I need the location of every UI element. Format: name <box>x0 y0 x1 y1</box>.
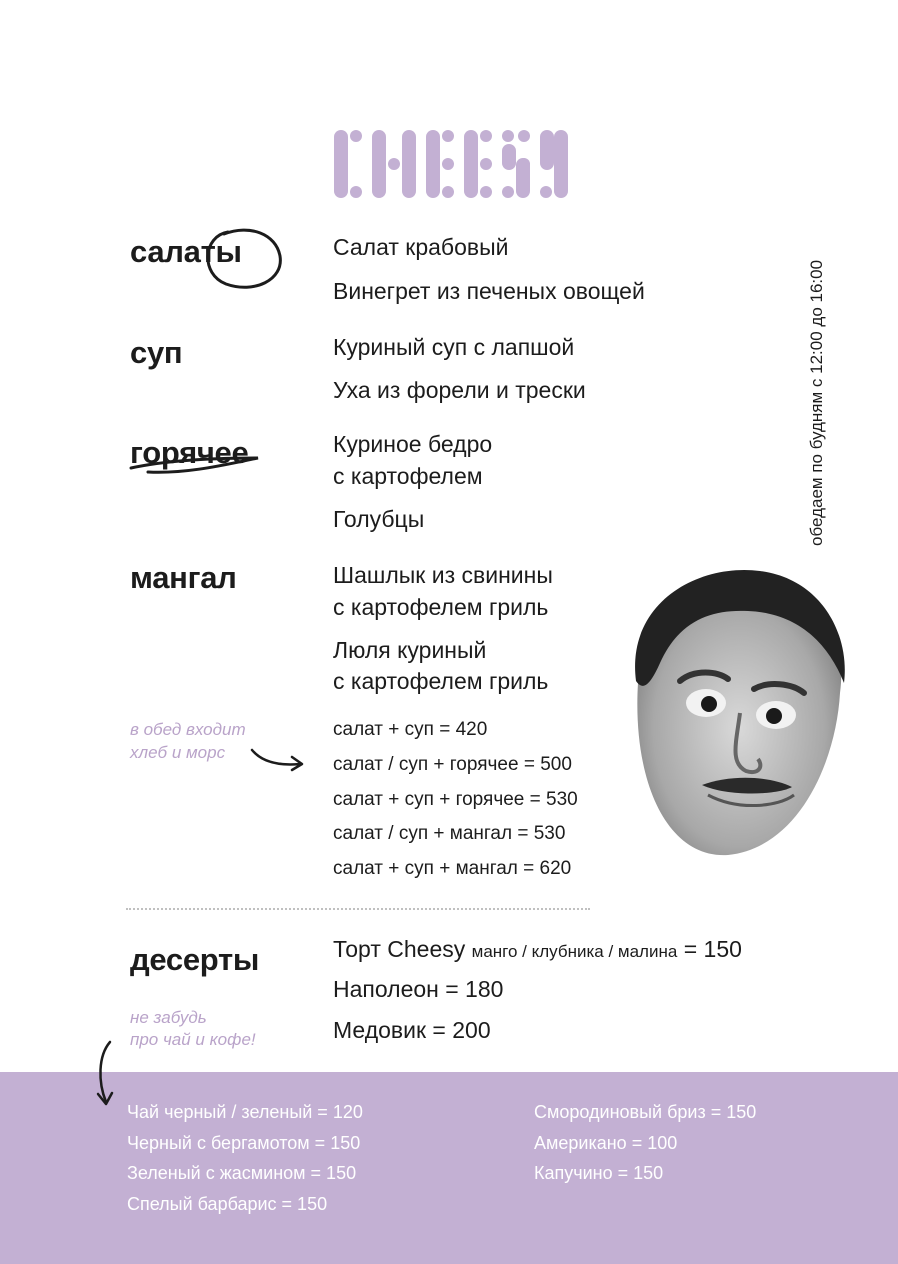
face-photo <box>608 563 850 859</box>
category-hot-title: горячее <box>130 435 249 470</box>
tea-coffee-note-line-2: про чай и кофе! <box>130 1030 256 1049</box>
lunch-includes-note-line-1: в обед входит <box>130 720 246 739</box>
hot-item-2: Голубцы <box>333 506 425 532</box>
soup-item-2: Уха из форели и трески <box>333 377 586 403</box>
drink-item: Чай черный / зеленый = 120 <box>127 1102 363 1122</box>
logo <box>332 128 568 200</box>
grill-item-2-line-2: с картофелем гриль <box>333 668 549 694</box>
grill-item-2-line-1: Люля куриный <box>333 637 487 663</box>
combo-price-3: салат + суп + горячее = 530 <box>333 789 578 810</box>
hot-item-1-line-2: с картофелем <box>333 463 483 489</box>
category-salads-label: салаты <box>130 234 242 269</box>
cake-name: Торт Cheesy <box>333 936 466 962</box>
arrow-down-icon <box>92 1038 122 1108</box>
drinks-column-2 <box>534 1097 756 1189</box>
cake-price: = 150 <box>683 936 742 962</box>
soup-item-1: Куриный суп с лапшой <box>333 334 575 360</box>
salad-item-1: Салат крабовый <box>333 234 509 260</box>
drink-item: Смородиновый бриз = 150 <box>534 1102 757 1122</box>
category-desserts-title: десерты <box>130 942 260 977</box>
combo-price-5: салат + суп + мангал = 620 <box>333 858 572 879</box>
drink-item: Капучино = 150 <box>534 1163 664 1183</box>
combo-price-4: салат / суп + мангал = 530 <box>333 823 566 844</box>
category-soup-title: суп <box>130 335 183 370</box>
lunch-includes-note-line-2: хлеб и морс <box>130 743 226 762</box>
arrow-right-icon <box>248 744 308 774</box>
drink-item: Зеленый с жасмином = 150 <box>127 1163 357 1183</box>
combo-price-1: салат + суп = 420 <box>333 719 488 740</box>
drink-item: Спелый барбарис = 150 <box>127 1193 328 1214</box>
drink-item: Американо = 100 <box>534 1132 678 1153</box>
tea-coffee-note-line-1: не забудь <box>130 1008 207 1027</box>
circle-scribble-icon <box>198 222 288 294</box>
drinks-column-1 <box>127 1097 363 1219</box>
dessert-item-cake <box>333 933 742 968</box>
grill-item-1-line-2: с картофелем гриль <box>333 594 549 620</box>
hot-item-1-line-1: Куриное бедро <box>333 431 493 457</box>
section-divider <box>126 908 590 910</box>
salad-item-2: Винегрет из печеных овощей <box>333 278 645 304</box>
cake-flavors: манго / клубника / малина <box>471 942 678 961</box>
dessert-item-2: Наполеон = 180 <box>333 976 504 1002</box>
grill-item-1-line-1: Шашлык из свинины <box>333 562 553 588</box>
category-grill-title: мангал <box>130 560 237 595</box>
underline-scribble-icon <box>128 452 262 476</box>
drink-item: Черный с бергамотом = 150 <box>127 1132 361 1153</box>
lunch-hours-note: обедаем по будням с 12:00 до 16:00 <box>807 259 826 546</box>
cheesy-logo-graphic <box>332 128 568 200</box>
dessert-item-3: Медовик = 200 <box>333 1017 491 1043</box>
combo-price-2: салат / суп + горячее = 500 <box>333 754 572 775</box>
